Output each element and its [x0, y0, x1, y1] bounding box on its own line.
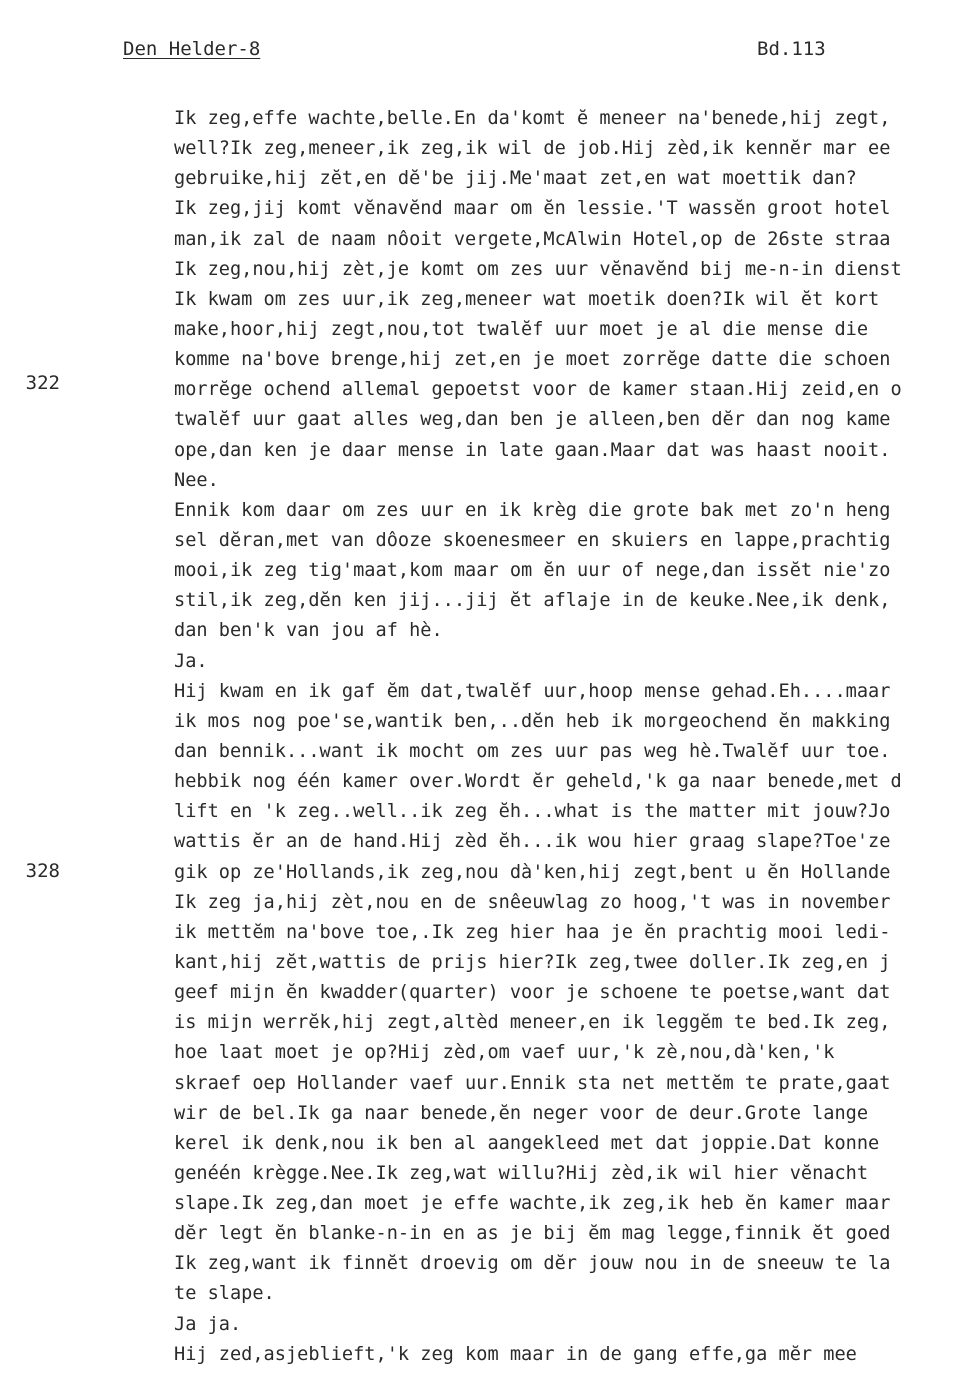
transcript-line: ope,dan ken je daar mense in late gaan.Maar dat was haast nooit.	[174, 439, 891, 461]
transcript-line: skraef oep Hollander vaef uur.Ennik sta net mettĕm te prate,gaat	[174, 1072, 891, 1094]
transcript-line: sel dĕran,met van dôoze skoenesmeer en skuiers en lappe,prachtig	[174, 529, 891, 551]
transcript-line: Ennik kom daar om zes uur en ik krèg die grote bak met zo'n heng	[174, 499, 891, 521]
transcript-line: kant,hij zĕt,wattis de prijs hier?Ik zeg,twee doller.Ik zeg,en j	[174, 951, 891, 973]
transcript-line: Ja ja.	[174, 1313, 242, 1335]
transcript-body	[174, 104, 960, 1370]
transcript-line: genéén krègge.Nee.Ik zeg,wat willu?Hij zèd,ik wil hier vĕnacht	[174, 1162, 869, 1184]
transcript-line: ik mettĕm na'bove toe,.Ik zeg hier haa je ĕn prachtig mooi ledi-	[174, 921, 891, 943]
transcript-line: is mijn werrĕk,hij zegt,altèd meneer,en ik leggĕm te bed.Ik zeg,	[174, 1012, 891, 1034]
transcript-line: twalĕf uur gaat alles weg,dan ben je alleen,ben dĕr dan nog kame	[174, 409, 891, 431]
transcript-line: man,ik zal de naam nôoit vergete,McAlwin Hotel,op de 26ste straa	[174, 228, 891, 250]
transcript-line: kerel ik denk,nou ik ben al aangekleed met dat joppie.Dat konne	[174, 1132, 880, 1154]
page-header	[123, 38, 943, 68]
transcript-line: wattis ĕr an de hand.Hij zèd ĕh...ik wou hier graag slape?Toe'ze	[174, 831, 891, 853]
margin-line-number: 328	[25, 860, 60, 882]
transcript-line: hoe laat moet je op?Hij zèd,om vaef uur,'k zè,nou,dà'ken,'k	[174, 1042, 835, 1064]
transcript-line: dĕr legt ĕn blanke-n-in en as je bij ĕm mag legge,finnik ĕt goed	[174, 1223, 891, 1245]
transcript-line: Ik zeg,effe wachte,belle.En da'komt ĕ meneer na'benede,hij zegt,	[174, 108, 891, 129]
transcript-line: te slape.	[174, 1283, 275, 1305]
transcript-line: gebruike,hij zĕt,en dĕ'be jij.Me'maat zet,en wat moettik dan?	[174, 168, 857, 190]
transcript-line: dan ben'k van jou af hè.	[174, 620, 443, 642]
transcript-line: lift en 'k zeg..well..ik zeg ĕh...what is the matter mit jouw?Jo	[174, 801, 891, 823]
transcript-line: Hij kwam en ik gaf ĕm dat,twalĕf uur,hoop mense gehad.Eh....maar	[174, 680, 891, 702]
transcript-line: make,hoor,hij zegt,nou,tot twalĕf uur moet je al die mense die	[174, 318, 869, 340]
transcript-line: morrĕge ochend allemal gepoetst voor de kamer staan.Hij zeid,en o	[174, 379, 902, 401]
transcript-line: stil,ik zeg,dĕn ken jij...jij ĕt aflaje in de keuke.Nee,ik denk,	[174, 590, 891, 612]
transcript-line: Ik zeg,nou,hij zèt,je komt om zes uur vĕnavĕnd bij me-n-in dienst	[174, 258, 902, 280]
transcript-line: hebbik nog één kamer over.Wordt ĕr geheld,'k ga naar benede,met d	[174, 771, 902, 793]
transcript-line: Ik zeg ja,hij zèt,nou en de snêeuwlag zo hoog,'t was in november	[174, 891, 891, 913]
transcript-line: Nee.	[174, 469, 219, 491]
transcript-line: Ik zeg,jij komt vĕnavĕnd maar om ĕn lessie.'T wassĕn groot hotel	[174, 198, 891, 220]
page-title: Den Helder-8	[123, 38, 261, 60]
transcript-line: dan bennik...want ik mocht om zes uur pas weg hè.Twalĕf uur toe.	[174, 740, 891, 762]
transcript-line: gik op ze'Hollands,ik zeg,nou dà'ken,hij zegt,bent u ĕn Hollande	[174, 861, 891, 883]
transcript-line: ik mos nog poe'se,wantik ben,..dĕn heb ik morgeochend ĕn makking	[174, 710, 891, 732]
transcript-line: Ja.	[174, 650, 208, 672]
transcript-line: slape.Ik zeg,dan moet je effe wachte,ik zeg,ik heb ĕn kamer maar	[174, 1193, 891, 1215]
transcript-line: mooi,ik zeg tig'maat,kom maar om ĕn uur of nege,dan issĕt nie'zo	[174, 560, 891, 582]
transcript-line: Ik kwam om zes uur,ik zeg,meneer wat moetik doen?Ik wil ĕt kort	[174, 288, 880, 310]
margin-line-number: 322	[25, 372, 60, 394]
transcript-line: Hij zed,asjeblieft,'k zeg kom maar in de gang effe,ga mĕr mee	[174, 1343, 857, 1365]
volume-reference: Bd.113	[757, 38, 826, 60]
transcript-line: well?Ik zeg,meneer,ik zeg,ik wil de job.Hij zèd,ik kennĕr mar ee	[174, 138, 891, 160]
transcript-line: Ik zeg,want ik finnĕt droevig om dĕr jouw nou in de sneeuw te la	[174, 1253, 891, 1275]
transcript-line: komme na'bove brenge,hij zet,en je moet zorrĕge datte die schoen	[174, 349, 891, 371]
transcript-line: wir de bel.Ik ga naar benede,ĕn neger voor de deur.Grote lange	[174, 1102, 869, 1124]
transcript-line: geef mijn ĕn kwadder(quarter) voor je schoene te poetse,want dat	[174, 982, 891, 1004]
